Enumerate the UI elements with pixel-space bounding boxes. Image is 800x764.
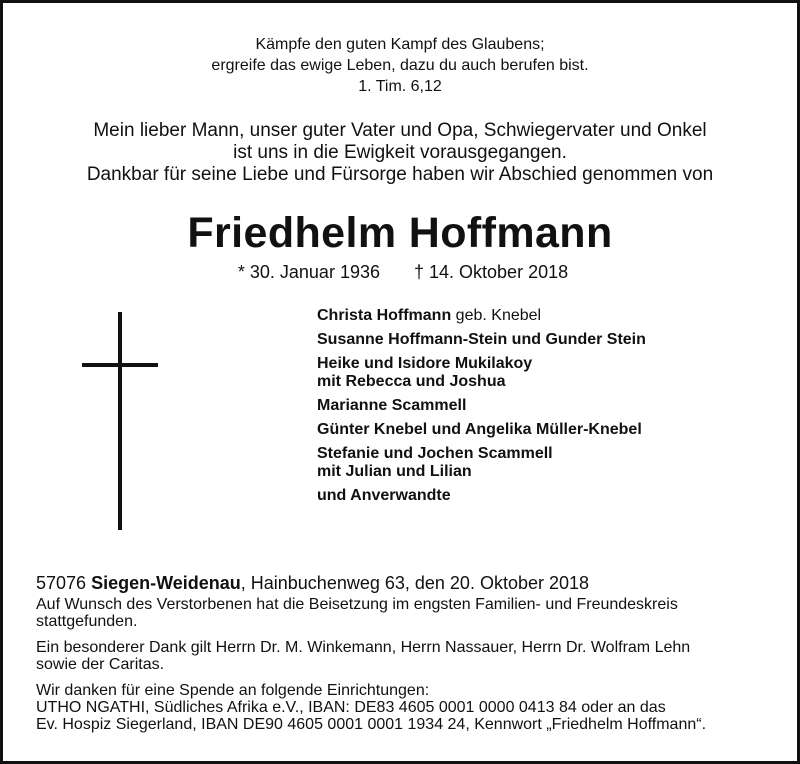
mourner-entry bbox=[317, 307, 646, 325]
birth-date: * 30. Januar 1936 bbox=[237, 262, 380, 282]
mourner-name-line2: mit Julian und Lilian bbox=[317, 463, 472, 480]
mourner-note: geb. Knebel bbox=[451, 307, 542, 324]
death-date: † 14. Oktober 2018 bbox=[414, 262, 569, 282]
mourner-name: Marianne Scammell bbox=[317, 397, 467, 414]
intro-text bbox=[3, 120, 797, 186]
verse-reference: 1. Tim. 6,12 bbox=[358, 78, 442, 95]
mourners-list bbox=[317, 307, 646, 511]
mourner-entry bbox=[317, 445, 646, 481]
mourner-name: Christa Hoffmann bbox=[317, 307, 452, 324]
intro-line: ist uns in die Ewigkeit vorausgegangen. bbox=[233, 142, 567, 163]
cross-icon bbox=[118, 312, 122, 530]
paragraph-line: Ein besonderer Dank gilt Herrn Dr. M. Winkemann, Herrn Nassauer, Herrn Dr. Wolfram Lehn bbox=[36, 639, 691, 656]
mourner-entry bbox=[317, 421, 646, 439]
paragraph-line: Auf Wunsch des Verstorbenen hat die Beisetzung im engsten Familien- und Freundeskreis bbox=[36, 596, 678, 613]
mourner-name: Stefanie und Jochen Scammell bbox=[317, 445, 553, 462]
mourner-name: Susanne Hoffmann-Stein und Gunder Stein bbox=[317, 331, 646, 348]
burial-note bbox=[36, 596, 776, 630]
verse-line: ergreife das ewige Leben, dazu du auch berufen bist. bbox=[211, 57, 589, 74]
donation-note bbox=[36, 682, 776, 733]
mourner-name: und Anverwandte bbox=[317, 487, 451, 504]
life-dates bbox=[3, 261, 797, 283]
verse-line: Kämpfe den guten Kampf des Glaubens; bbox=[255, 36, 545, 53]
paragraph-line: stattgefunden. bbox=[36, 613, 138, 630]
mourner-name-line2: mit Rebecca und Joshua bbox=[317, 373, 506, 390]
mourner-entry bbox=[317, 355, 646, 391]
bible-verse bbox=[3, 34, 797, 97]
place-and-date bbox=[36, 572, 589, 594]
intro-line: Mein lieber Mann, unser guter Vater und Opa, Schwiegervater und Onkel bbox=[93, 120, 707, 141]
intro-line: Dankbar für seine Liebe und Fürsorge haben wir Abschied genommen von bbox=[86, 164, 714, 185]
paragraph-line: Wir danken für eine Spende an folgende Einrichtungen: bbox=[36, 682, 430, 699]
deceased-name: Friedhelm Hoffmann bbox=[187, 209, 613, 257]
mourner-name: Günter Knebel und Angelika Müller-Knebel bbox=[317, 421, 642, 438]
mourner-entry bbox=[317, 331, 646, 349]
mourner-entry bbox=[317, 397, 646, 415]
paragraph-line: sowie der Caritas. bbox=[36, 656, 165, 673]
thanks-note bbox=[36, 639, 776, 673]
paragraph-line: UTHO NGATHI, Südliches Afrika e.V., IBAN: DE83 4605 0001 0000 0413 84 oder an das bbox=[36, 699, 666, 716]
mourner-name: Heike und Isidore Mukilakoy bbox=[317, 355, 533, 372]
zip-code: 57076 bbox=[36, 573, 92, 593]
cross-icon-bar bbox=[82, 363, 158, 367]
paragraph-line: Ev. Hospiz Siegerland, IBAN DE90 4605 0001 0001 1934 24, Kennwort „Friedhelm Hoffmann“. bbox=[36, 716, 707, 733]
city: Siegen-Weidenau bbox=[91, 573, 241, 593]
address-date: , Hainbuchenweg 63, den 20. Oktober 2018 bbox=[240, 573, 590, 593]
mourner-entry bbox=[317, 487, 646, 505]
